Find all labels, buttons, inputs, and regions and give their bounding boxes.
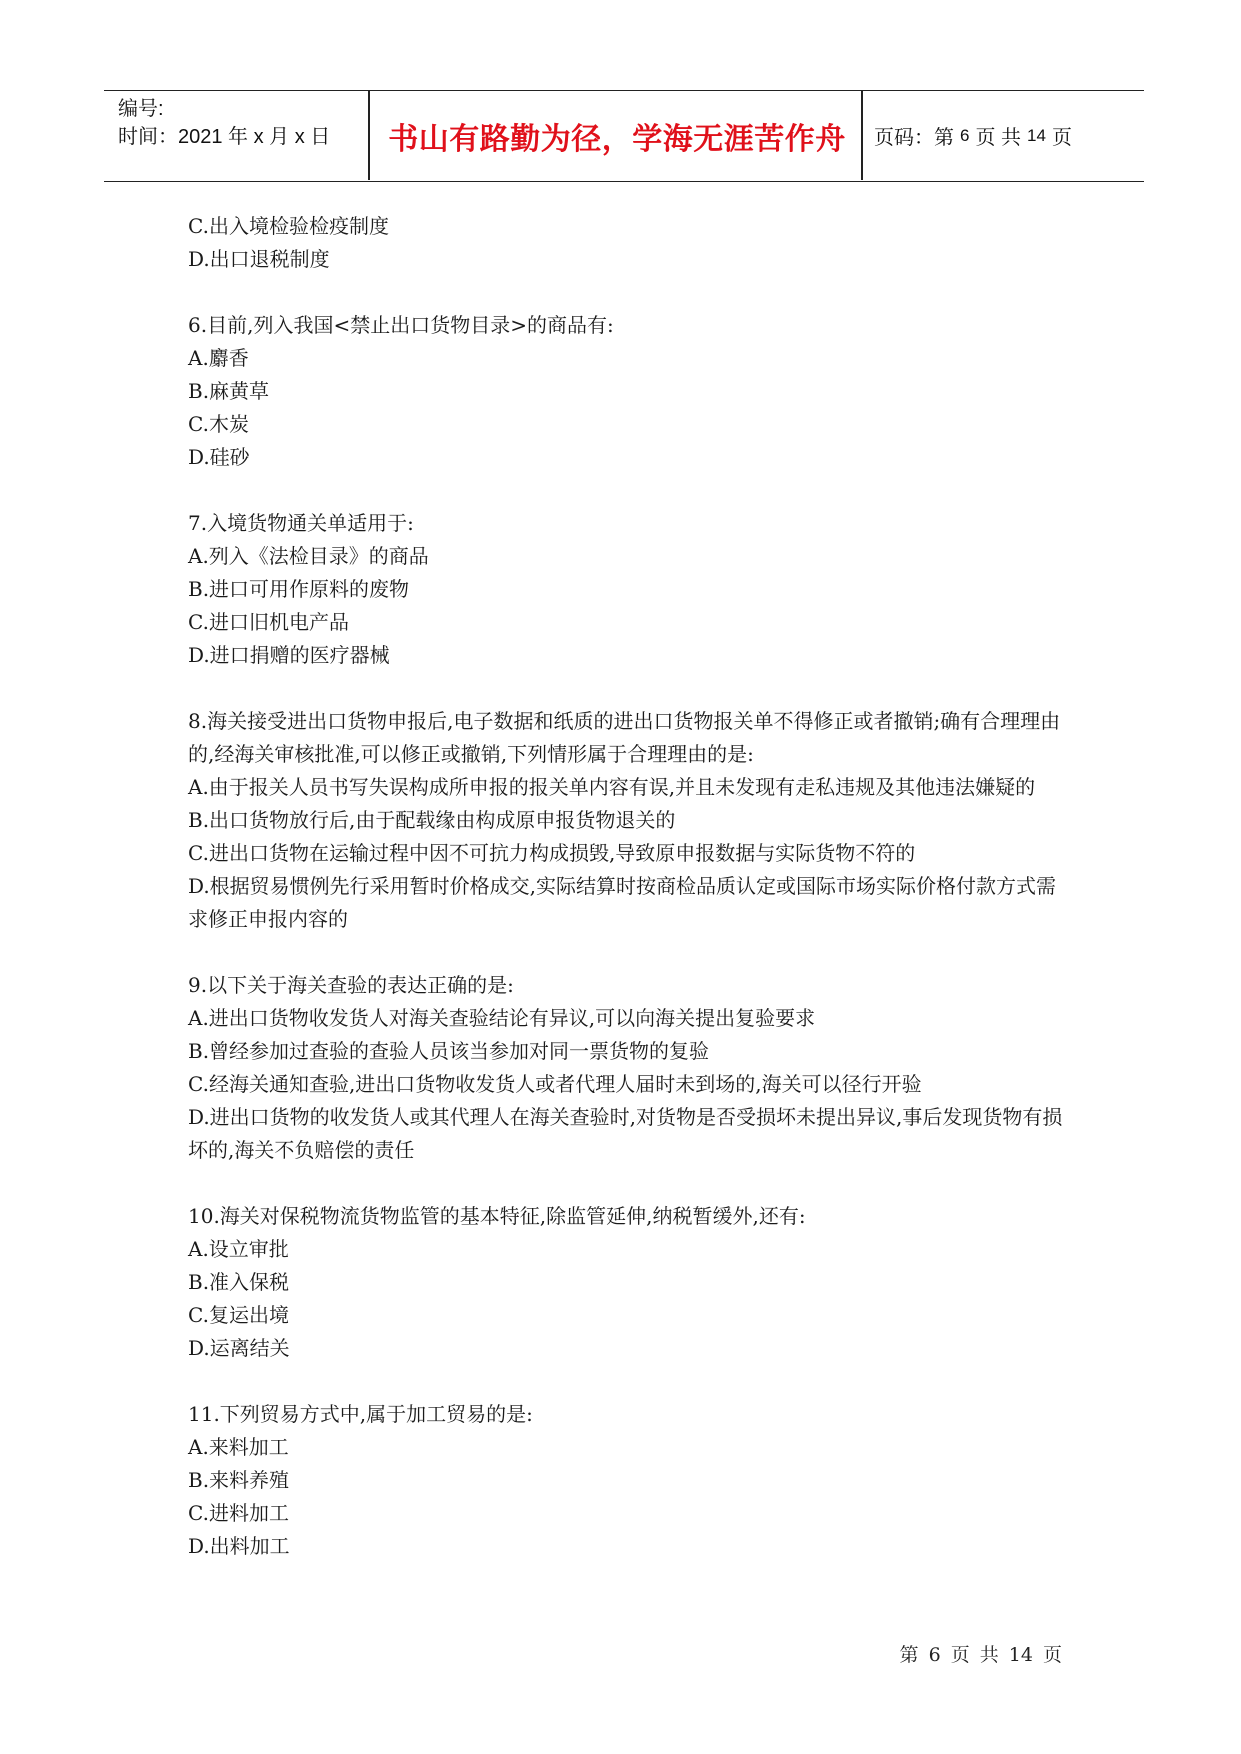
answer-option: C.进口旧机电产品 (188, 610, 349, 634)
serial-label: 编号: (118, 98, 164, 120)
answer-option: D.运离结关 (188, 1336, 290, 1360)
question-block (188, 1200, 1068, 1365)
answer-option: D.进出口货物的收发货人或其代理人在海关查验时,对货物是否受损坏未提出异议,事后发现货物有损坏的,海关不负赔偿的责任 (188, 1105, 1063, 1162)
answer-option: C.进出口货物在运输过程中因不可抗力构成损毁,导致原申报数据与实际货物不符的 (188, 841, 916, 865)
question-stem: 11.下列贸易方式中,属于加工贸易的是: (188, 1402, 533, 1426)
question-stem: 8.海关接受进出口货物申报后,电子数据和纸质的进出口货物报关单不得修正或者撤销;确有合理理由的,经海关审核批准,可以修正或撤销,下列情形属于合理理由的是: (188, 709, 1061, 766)
answer-option: A.来料加工 (188, 1435, 289, 1459)
header-divider (861, 91, 863, 180)
answer-option: B.出口货物放行后,由于配载缘由构成原申报货物退关的 (188, 808, 676, 832)
question-block (188, 705, 1068, 936)
page-current: 6 (960, 125, 970, 145)
answer-option: A.由于报关人员书写失误构成所申报的报关单内容有误,并且未发现有走私违规及其他违法嫌疑的 (188, 775, 1036, 799)
answer-option: A.列入《法检目录》的商品 (188, 544, 429, 568)
answer-option: D.硅砂 (188, 445, 250, 469)
header-meta (118, 93, 364, 181)
page-suffix: 页 (1051, 127, 1072, 149)
answer-option: A.麝香 (188, 346, 249, 370)
answer-option: C.复运出境 (188, 1303, 289, 1327)
time-label: 时间：2021 年 x 月 x 日 (118, 126, 331, 148)
answer-option: B.进口可用作原料的废物 (188, 577, 410, 601)
page-footer: 第 6 页 共 14 页 (899, 1644, 1062, 1666)
question-stem: 10.海关对保税物流货物监管的基本特征,除监管延伸,纳税暂缓外,还有: (188, 1204, 806, 1228)
page-mid: 页 共 (975, 127, 1022, 149)
answer-option: A.进出口货物收发货人对海关查验结论有异议,可以向海关提出复验要求 (188, 1006, 816, 1030)
answer-option: B.曾经参加过查验的查验人员该当参加对同一票货物的复验 (188, 1039, 710, 1063)
question-block (188, 210, 1068, 276)
answer-option: D.出料加工 (188, 1534, 290, 1558)
question-block (188, 507, 1068, 672)
answer-option: C.木炭 (188, 412, 249, 436)
page-header (104, 90, 1144, 182)
answer-option: B.麻黄草 (188, 379, 270, 403)
answer-option: B.准入保税 (188, 1270, 290, 1294)
question-stem: 9.以下关于海关查验的表达正确的是: (188, 973, 514, 997)
question-stem: 7.入境货物通关单适用于: (188, 511, 414, 535)
answer-option: D.出口退税制度 (188, 247, 330, 271)
question-block (188, 309, 1068, 474)
page-prefix: 页码：第 (874, 127, 954, 149)
answer-option: D.进口捐赠的医疗器械 (188, 643, 390, 667)
question-block (188, 1398, 1068, 1563)
page-total: 14 (1027, 125, 1046, 145)
answer-option: C.经海关通知查验,进出口货物收发货人或者代理人届时未到场的,海关可以径行开验 (188, 1072, 922, 1096)
answer-option: A.设立审批 (188, 1237, 289, 1261)
answer-option: C.进料加工 (188, 1501, 289, 1525)
header-motto: 书山有路勤为径，学海无涯苦作舟 (388, 122, 846, 156)
answer-option: C.出入境检验检疫制度 (188, 214, 389, 238)
question-block (188, 969, 1068, 1167)
header-page-number (874, 91, 1072, 180)
question-stem: 6.目前,列入我国<禁止出口货物目录>的商品有: (188, 313, 614, 337)
answer-option: B.来料养殖 (188, 1468, 290, 1492)
document-body (188, 210, 1068, 1596)
answer-option: D.根据贸易惯例先行采用暂时价格成交,实际结算时按商检品质认定或国际市场实际价格付款方式需求修正申报内容的 (188, 874, 1057, 931)
